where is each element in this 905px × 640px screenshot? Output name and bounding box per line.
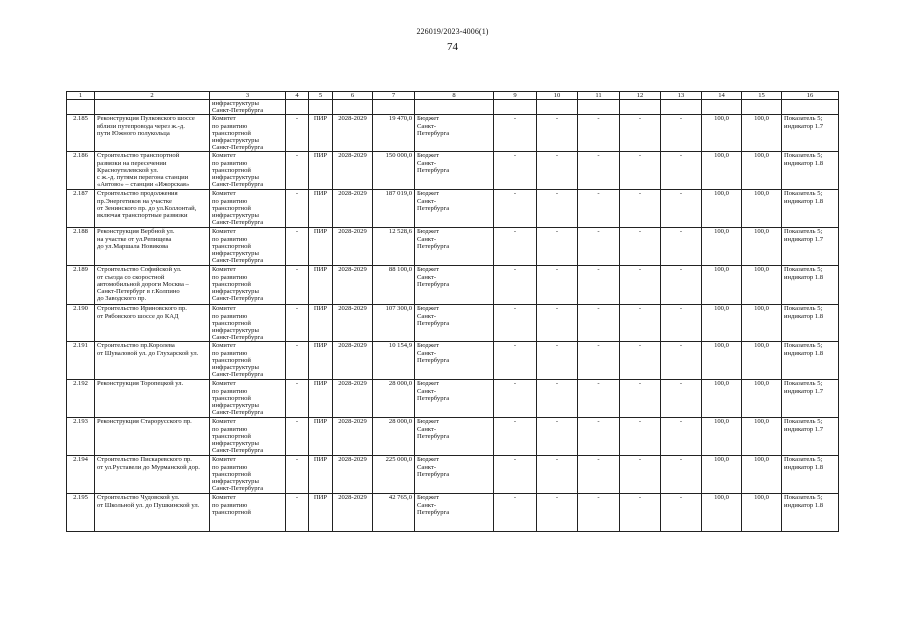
table-row — [67, 494, 839, 532]
col-15-value: 100,0 — [742, 190, 782, 228]
work-type: ПИР — [309, 228, 333, 266]
col-10-value: - — [537, 190, 578, 228]
document-id: 226019/2023-4006(1) — [416, 27, 489, 36]
row-number: 2.185 — [67, 115, 95, 152]
years: 2028-2029 — [333, 266, 373, 305]
col-15-value: 100,0 — [742, 342, 782, 380]
column-number-8: 8 — [415, 92, 494, 100]
col-14-value: 100,0 — [702, 190, 742, 228]
column-number-7: 7 — [373, 92, 415, 100]
table-row — [67, 152, 839, 190]
indicator: Показатель 5; индикатор 1.7 — [782, 228, 839, 266]
table-row — [67, 115, 839, 152]
col-11-value: - — [578, 418, 620, 456]
col-12-value: - — [620, 418, 661, 456]
column-number-16: 16 — [782, 92, 839, 100]
col-13-value: - — [661, 456, 702, 494]
indicator: Показатель 5; индикатор 1.8 — [782, 266, 839, 305]
carry-over-customer: инфраструктуры Санкт-Петербурга — [210, 100, 286, 115]
col-11-value: - — [578, 266, 620, 305]
column-number-row — [67, 92, 839, 100]
col-10-value: - — [537, 266, 578, 305]
col-4-value: - — [286, 342, 309, 380]
table-row — [67, 380, 839, 418]
col-4-value: - — [286, 305, 309, 342]
col-9-value: - — [494, 266, 537, 305]
col-15-value: 100,0 — [742, 305, 782, 342]
row-number: 2.191 — [67, 342, 95, 380]
work-type: ПИР — [309, 152, 333, 190]
col-14-value: 100,0 — [702, 115, 742, 152]
amount: 12 528,6 — [373, 228, 415, 266]
work-type: ПИР — [309, 266, 333, 305]
row-number: 2.188 — [67, 228, 95, 266]
col-14-value: 100,0 — [702, 342, 742, 380]
col-11-value: - — [578, 494, 620, 532]
funding-source: Бюджет Санкт- Петербурга — [415, 380, 494, 418]
funding-source: Бюджет Санкт- Петербурга — [415, 190, 494, 228]
col-12-value: - — [620, 305, 661, 342]
indicator: Показатель 5; индикатор 1.7 — [782, 115, 839, 152]
funding-source: Бюджет Санкт- Петербурга — [415, 305, 494, 342]
col-10-value: - — [537, 342, 578, 380]
col-4-value: - — [286, 152, 309, 190]
col-13-value: - — [661, 115, 702, 152]
table-row — [67, 418, 839, 456]
col-11-value: - — [578, 152, 620, 190]
col-4-value: - — [286, 494, 309, 532]
column-number-3: 3 — [210, 92, 286, 100]
row-number: 2.187 — [67, 190, 95, 228]
col-9-value: - — [494, 380, 537, 418]
col-10-value: - — [537, 380, 578, 418]
col-14-value: 100,0 — [702, 152, 742, 190]
funding-source: Бюджет Санкт- Петербурга — [415, 228, 494, 266]
table-row — [67, 190, 839, 228]
years: 2028-2029 — [333, 418, 373, 456]
funding-source: Бюджет Санкт- Петербурга — [415, 342, 494, 380]
col-9-value: - — [494, 342, 537, 380]
column-number-12: 12 — [620, 92, 661, 100]
col-9-value: - — [494, 152, 537, 190]
table-row — [67, 342, 839, 380]
object-name: Реконструкция Торопецкой ул. — [95, 380, 210, 418]
object-name: Реконструкция Пулковского шоссе вблизи путепровода через ж.-д. пути Южного полукольца — [95, 115, 210, 152]
object-name: Строительство продолжения пр.Энергетиков на участке от Зенинского пр. до ул.Коллонтай, включая транспортные развязки — [95, 190, 210, 228]
object-name: Строительство Ириновского пр. от Рябовского шоссе до КАД — [95, 305, 210, 342]
funding-source: Бюджет Санкт- Петербурга — [415, 266, 494, 305]
col-15-value: 100,0 — [742, 228, 782, 266]
column-number-6: 6 — [333, 92, 373, 100]
amount: 225 000,0 — [373, 456, 415, 494]
indicator: Показатель 5; индикатор 1.7 — [782, 380, 839, 418]
col-14-value: 100,0 — [702, 228, 742, 266]
years: 2028-2029 — [333, 115, 373, 152]
object-name: Строительство Пискаревского пр. от ул.Руставели до Мурманской дор. — [95, 456, 210, 494]
page-number: 74 — [447, 41, 458, 53]
col-11-value: - — [578, 228, 620, 266]
col-13-value: - — [661, 266, 702, 305]
amount: 28 000,0 — [373, 380, 415, 418]
col-14-value: 100,0 — [702, 418, 742, 456]
col-13-value: - — [661, 228, 702, 266]
years: 2028-2029 — [333, 190, 373, 228]
work-type: ПИР — [309, 456, 333, 494]
indicator: Показатель 5; индикатор 1.7 — [782, 418, 839, 456]
years: 2028-2029 — [333, 228, 373, 266]
col-14-value: 100,0 — [702, 266, 742, 305]
col-14-value: 100,0 — [702, 380, 742, 418]
col-15-value: 100,0 — [742, 380, 782, 418]
row-number: 2.189 — [67, 266, 95, 305]
col-9-value: - — [494, 228, 537, 266]
years: 2028-2029 — [333, 342, 373, 380]
col-9-value: - — [494, 494, 537, 532]
column-number-11: 11 — [578, 92, 620, 100]
table-row — [67, 228, 839, 266]
col-4-value: - — [286, 456, 309, 494]
col-13-value: - — [661, 342, 702, 380]
col-4-value: - — [286, 190, 309, 228]
col-15-value: 100,0 — [742, 418, 782, 456]
col-10-value: - — [537, 115, 578, 152]
customer: Комитет по развитию транспортной инфраструктуры Санкт-Петербурга — [210, 456, 286, 494]
col-13-value: - — [661, 190, 702, 228]
years: 2028-2029 — [333, 456, 373, 494]
years: 2028-2029 — [333, 380, 373, 418]
customer: Комитет по развитию транспортной инфраструктуры Санкт-Петербурга — [210, 190, 286, 228]
col-10-value: - — [537, 494, 578, 532]
col-9-value: - — [494, 456, 537, 494]
amount: 10 154,9 — [373, 342, 415, 380]
table-row — [67, 456, 839, 494]
indicator: Показатель 5; индикатор 1.8 — [782, 494, 839, 532]
customer: Комитет по развитию транспортной инфраструктуры Санкт-Петербурга — [210, 228, 286, 266]
customer: Комитет по развитию транспортной инфраструктуры Санкт-Петербурга — [210, 342, 286, 380]
customer: Комитет по развитию транспортной инфраструктуры Санкт-Петербурга — [210, 115, 286, 152]
col-9-value: - — [494, 418, 537, 456]
col-11-value: - — [578, 380, 620, 418]
col-12-value: - — [620, 115, 661, 152]
work-type: ПИР — [309, 494, 333, 532]
row-number: 2.192 — [67, 380, 95, 418]
amount: 187 019,0 — [373, 190, 415, 228]
col-4-value: - — [286, 380, 309, 418]
years: 2028-2029 — [333, 494, 373, 532]
program-table — [66, 91, 839, 532]
years: 2028-2029 — [333, 305, 373, 342]
funding-source: Бюджет Санкт- Петербурга — [415, 456, 494, 494]
col-12-value: - — [620, 342, 661, 380]
object-name: Строительство Софийской ул. от съезда со скоростной автомобильной дороги Москва – Санкт-Петербург в г.Колпино до Заводского пр. — [95, 266, 210, 305]
column-number-13: 13 — [661, 92, 702, 100]
funding-source: Бюджет Санкт- Петербурга — [415, 152, 494, 190]
customer: Комитет по развитию транспортной инфраструктуры Санкт-Петербурга — [210, 418, 286, 456]
years: 2028-2029 — [333, 152, 373, 190]
funding-source: Бюджет Санкт- Петербурга — [415, 418, 494, 456]
col-11-value: - — [578, 456, 620, 494]
col-15-value: 100,0 — [742, 494, 782, 532]
amount: 42 765,0 — [373, 494, 415, 532]
column-number-9: 9 — [494, 92, 537, 100]
row-number: 2.194 — [67, 456, 95, 494]
col-10-value: - — [537, 228, 578, 266]
col-13-value: - — [661, 152, 702, 190]
indicator: Показатель 5; индикатор 1.8 — [782, 456, 839, 494]
amount: 28 000,0 — [373, 418, 415, 456]
customer: Комитет по развитию транспортной — [210, 494, 286, 532]
object-name: Реконструкция Старорусского пр. — [95, 418, 210, 456]
col-12-value: - — [620, 190, 661, 228]
col-4-value: - — [286, 418, 309, 456]
column-number-1: 1 — [67, 92, 95, 100]
col-11-value: - — [578, 115, 620, 152]
col-9-value: - — [494, 190, 537, 228]
col-12-value: - — [620, 494, 661, 532]
row-number: 2.186 — [67, 152, 95, 190]
indicator: Показатель 5; индикатор 1.8 — [782, 305, 839, 342]
work-type: ПИР — [309, 342, 333, 380]
object-name: Реконструкция Вербной ул. на участке от ул.Репищева до ул.Маршала Новикова — [95, 228, 210, 266]
col-13-value: - — [661, 380, 702, 418]
column-number-15: 15 — [742, 92, 782, 100]
column-number-10: 10 — [537, 92, 578, 100]
col-10-value: - — [537, 418, 578, 456]
col-10-value: - — [537, 456, 578, 494]
col-14-value: 100,0 — [702, 305, 742, 342]
funding-source: Бюджет Санкт- Петербурга — [415, 115, 494, 152]
customer: Комитет по развитию транспортной инфраструктуры Санкт-Петербурга — [210, 152, 286, 190]
col-15-value: 100,0 — [742, 152, 782, 190]
object-name: Строительство Чудовской ул. от Школьной ул. до Пушкинской ул. — [95, 494, 210, 532]
col-15-value: 100,0 — [742, 266, 782, 305]
col-12-value: - — [620, 266, 661, 305]
col-14-value: 100,0 — [702, 456, 742, 494]
table-row — [67, 266, 839, 305]
col-15-value: 100,0 — [742, 456, 782, 494]
col-12-value: - — [620, 228, 661, 266]
col-12-value: - — [620, 152, 661, 190]
column-number-5: 5 — [309, 92, 333, 100]
col-9-value: - — [494, 115, 537, 152]
row-number: 2.193 — [67, 418, 95, 456]
col-4-value: - — [286, 266, 309, 305]
col-11-value: - — [578, 342, 620, 380]
col-13-value: - — [661, 305, 702, 342]
amount: 19 470,0 — [373, 115, 415, 152]
col-15-value: 100,0 — [742, 115, 782, 152]
col-4-value: - — [286, 115, 309, 152]
col-13-value: - — [661, 494, 702, 532]
col-13-value: - — [661, 418, 702, 456]
customer: Комитет по развитию транспортной инфраструктуры Санкт-Петербурга — [210, 305, 286, 342]
funding-source: Бюджет Санкт- Петербурга — [415, 494, 494, 532]
indicator: Показатель 5; индикатор 1.8 — [782, 342, 839, 380]
col-4-value: - — [286, 228, 309, 266]
column-number-14: 14 — [702, 92, 742, 100]
customer: Комитет по развитию транспортной инфраструктуры Санкт-Петербурга — [210, 380, 286, 418]
work-type: ПИР — [309, 380, 333, 418]
object-name: Строительство транспортной развязки на пересечении Красноутилевской ул. с ж.-д. путями перегона станции «Автово» – станции «Ижорская» — [95, 152, 210, 190]
customer: Комитет по развитию транспортной инфраструктуры Санкт-Петербурга — [210, 266, 286, 305]
indicator: Показатель 5; индикатор 1.8 — [782, 190, 839, 228]
col-11-value: - — [578, 305, 620, 342]
column-number-4: 4 — [286, 92, 309, 100]
row-number: 2.195 — [67, 494, 95, 532]
amount: 150 000,0 — [373, 152, 415, 190]
col-11-value: - — [578, 190, 620, 228]
object-name: Строительство пр.Королева от Шуваловой ул. до Глухарской ул. — [95, 342, 210, 380]
amount: 107 300,0 — [373, 305, 415, 342]
col-14-value: 100,0 — [702, 494, 742, 532]
indicator: Показатель 5; индикатор 1.8 — [782, 152, 839, 190]
work-type: ПИР — [309, 190, 333, 228]
work-type: ПИР — [309, 115, 333, 152]
work-type: ПИР — [309, 418, 333, 456]
row-number: 2.190 — [67, 305, 95, 342]
col-9-value: - — [494, 305, 537, 342]
col-10-value: - — [537, 152, 578, 190]
table-row — [67, 305, 839, 342]
work-type: ПИР — [309, 305, 333, 342]
column-number-2: 2 — [95, 92, 210, 100]
col-10-value: - — [537, 305, 578, 342]
col-12-value: - — [620, 380, 661, 418]
carry-over-row — [67, 100, 839, 115]
col-12-value: - — [620, 456, 661, 494]
amount: 88 100,0 — [373, 266, 415, 305]
